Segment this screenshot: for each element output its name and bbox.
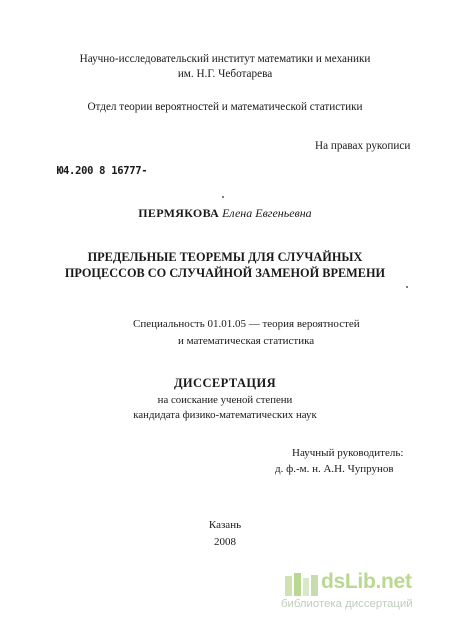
department-name: Отдел теории вероятностей и математической статистики [87,101,363,113]
books-icon [281,570,325,598]
year: 2008 [214,536,236,548]
place-and-year [0,517,450,551]
institute-name [0,52,450,82]
institute-name-line2: им. Н.Г. Чеботарева [177,68,273,80]
degree-line2: кандидата физико-математических наук [133,409,317,421]
thesis-title [0,249,450,281]
rights-notice: На правах рукописи [315,140,411,152]
supervisor-block [275,445,403,477]
document-type: ДИССЕРТАЦИЯ [173,376,277,390]
degree-statement [0,393,450,423]
author-given-names: Елена Евгеньевна [222,206,312,220]
specialty-line1: Специальность 01.01.05 — теория вероятностей [133,318,360,330]
scan-speck [222,196,224,198]
specialty-line2: и математическая статистика [178,335,315,347]
book-spine [303,578,309,596]
specialty [133,316,360,350]
thesis-title-line2: ПРОЦЕССОВ СО СЛУЧАЙНОЙ ЗАМЕНОЙ ВРЕМЕНИ [64,266,386,280]
watermark-brand: dsLib.net [321,570,412,593]
degree-line1: на соискание ученой степени [157,394,293,406]
book-spine [285,576,292,596]
supervisor-label: Научный руководитель: [292,447,404,459]
book-spine [294,573,301,596]
watermark-tagline: библиотека диссертаций [281,598,413,610]
author-surname: ПЕРМЯКОВА [138,206,220,220]
thesis-title-line1: ПРЕДЕЛЬНЫЕ ТЕОРЕМЫ ДЛЯ СЛУЧАЙНЫХ [87,250,363,264]
archive-stamp: Ю4.200 8 16777- [57,165,148,177]
author-name [0,206,450,221]
scan-speck [406,286,408,288]
book-spine [311,575,318,596]
city: Казань [208,519,242,531]
supervisor-name: д. ф.-м. н. А.Н. Чупрунов [275,463,394,475]
institute-name-line1: Научно-исследовательский институт математики и механики [79,53,371,65]
watermark-logo [281,570,446,612]
